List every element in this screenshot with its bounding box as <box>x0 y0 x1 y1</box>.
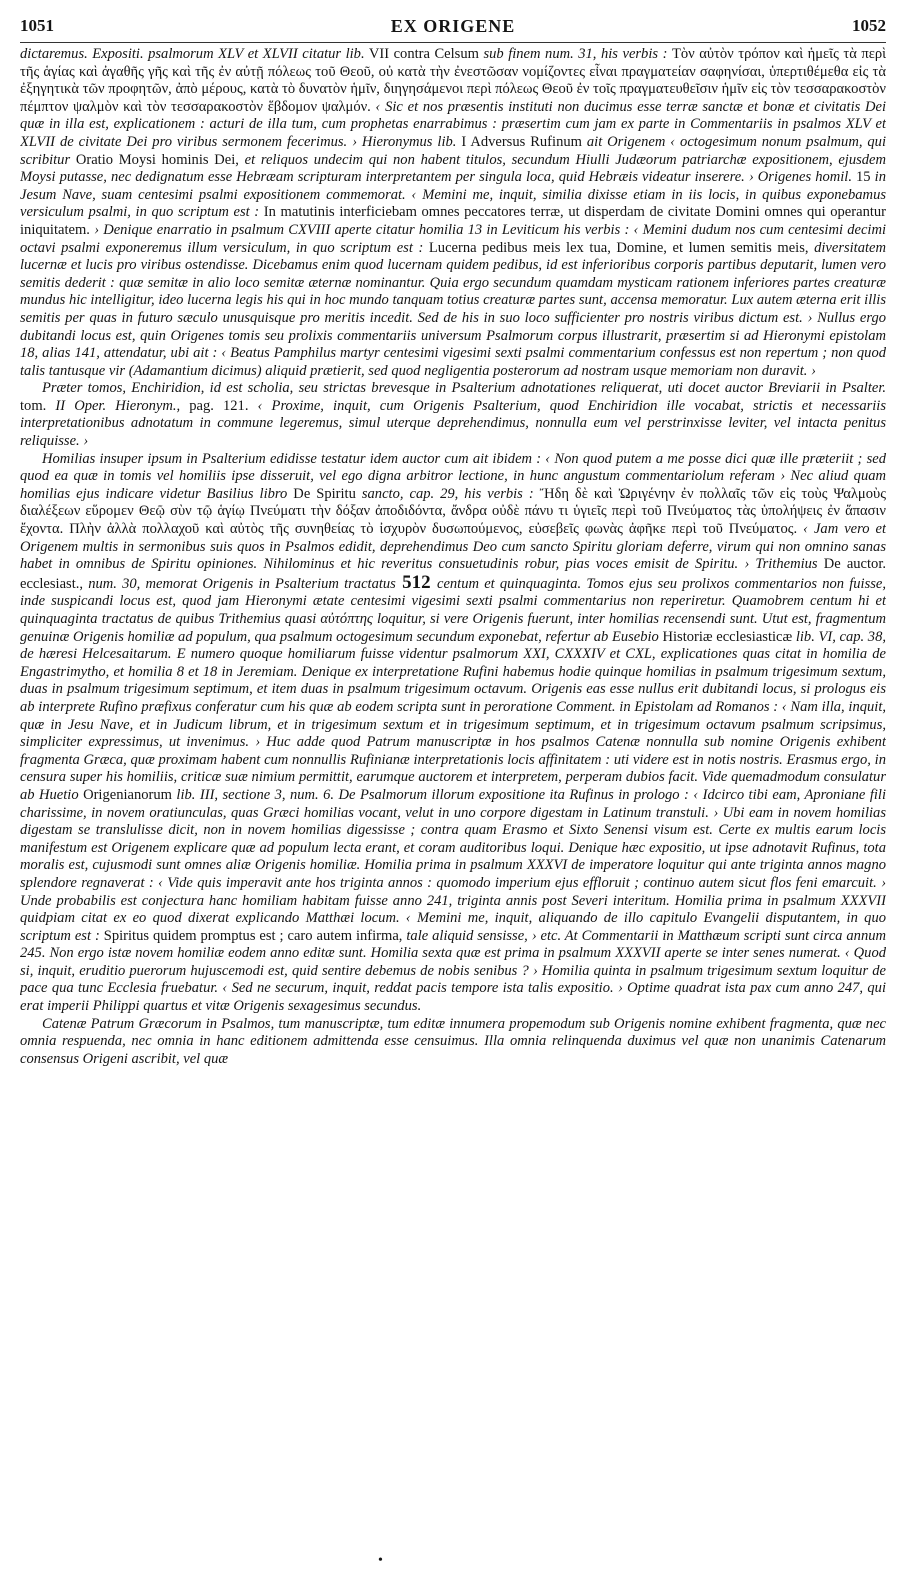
text-segment: Lucerna pedibus meis lex tua, Domine, et lumen semitis meis, <box>423 239 815 256</box>
footer-mark: • <box>378 1553 383 1568</box>
paragraph <box>20 1016 886 1069</box>
text-segment: ‹ Proxime, inquit, cum Origenis Psalterium, quod Enchiridion ille vocabat, strictis et necessariis interpretationibus adnotatum in commune legeremus, simul uterque deprehendimus, nonnulla eum vel perstrinxisse leviter, vel intacta penitus reliquisse. › <box>20 397 886 450</box>
text-segment: in Jesum Nave, suam centesimi psalmi expositionem commemorat. ‹ Memini me, inquit, similia dixisse etiam in iis locis, in quibus exponebamus versiculum psalmi, in quo scriptum est : <box>20 169 886 221</box>
text-segment: centum et quinquaginta. Tomos ejus seu prolixos commentarios non fuisse, inde suspicandi locus est, quod jam Hieronymi ætate centesimi vigesimi sexti psalmi commentarius non reperiretur. Quamobrem centum hi et quinquaginta tractatus de quibus Trithemius quasi αὐτόπτης loquitur, si vere Origenis fuerunt, inter homilias recensendi sunt. Utut est, fragmentum genuinæ Origenis homiliæ ad populum, qua psalmum octogesimum secundum exponebat, refertur ab Eusebio <box>20 575 886 645</box>
text-segment: I Adversus Rufinum <box>456 133 587 150</box>
running-title: EX ORIGENE <box>390 16 516 36</box>
text-segment: lib. III, sectione 3, num. 6. De Psalmorum illorum expositione ita Rufinus in prologo : ‹ Idcirco tibi eam, Aproniane fili charissime, in novem oratiunculas, quas Græci homilias vocant, velut in uno corpore digestam in Latinum transtuli. › Ubi eam in novem homilias digestam se translulisse dicit, non in novem homilias digessisse ; contra quam Erasmo et Sixto Senensi visum est. Certe ex multis earum locis manifestum est Origenem explicare quæ ad populum lecta erant, et coram auditoribus loqui. Denique hæc expositio, ut ipse adnotavit Rufinus, tota moralis est, cujusmodi sunt omnes aliæ Origenis homiliæ. Homilia prima in psalmum XXXVI de imperatore loquitur qui ante triginta annos magno splendore regnaverat : ‹ Vide quis imperavit ante hos triginta annos : quomodo imperium ejus effloruit ; continuo autem sicut flos feni emarcuit. › Unde probabilis est conjectura hanc homiliam habitam fuisse anno 241, triginta annis post Severi interitum. Homilia prima in psalmum XXXVII quidpiam citat ex eo quod dixerat explicando Matthæi locum. ‹ Memini me, inquit, aliquando de illo capitulo Evangelii disputantem, in quo scriptum est : <box>20 786 886 944</box>
text-segment: et reliquos undecim qui non habent titulos, secundum Hiulli Judæorum patriarchæ expositionem, ejusdem Moysi putasse, nec dedignatum esse Hebræam scripturam interpretantem per singula loca, quid Hebræis videatur inserere. › Origenes homil. <box>20 151 886 186</box>
text-segment: pag. 121. <box>180 397 258 414</box>
text-segment: Spiritus quidem promptus est ; caro autem infirma, <box>99 927 407 944</box>
text-segment: Historiæ ecclesiasticæ <box>658 628 796 645</box>
text-segment: Origenianorum <box>78 786 177 803</box>
text-segment: In matutinis interficiebam omnes peccatores terræ, ut disperdam de civitate Domini omnes qui operantur iniquitatem. <box>20 204 886 238</box>
text-segment: sancto, cap. 29, his verbis : <box>361 485 540 502</box>
text-segment: ait Origenem ‹ octogesimum nonum psalmum, qui scribitur <box>20 133 886 168</box>
text-segment: ‹ Jam vero et Origenem multis in sermonibus suis quos in Psalmos edidit, deprehendimus Deo cum sancto Spiritu gloriam deferre, virum qui non omnino sanas habet in omnibus de Spiritu opiniones. Nihilominus et hic reveritus consuetudinis robur, pias voces emisit de Spiritu. › Trithemius <box>20 521 886 573</box>
text-segment: VII contra Celsum <box>364 46 484 62</box>
text-segment: tom. <box>20 397 56 414</box>
text-segment: Τὸν αὐτὸν τρόπον καὶ ἡμεῖς τὰ περὶ τῆς ἁγίας καὶ ἀγαθῆς γῆς καὶ τῆς ἐν αὐτῇ πόλεως τοῦ Θεοῦ, οὐ κατὰ τὴν ἐνεστῶσαν νομίζοντες εἶναι πραγματείαν σαφηνίσαι, ὑπερτιθέμεθα εἰς τὰ ἐξηγητικὰ τῶν προφητῶν, ἀπὸ μέρους, κατὰ τὸ δυνατὸν ἡμῖν, διηγησάμενοι περὶ πόλεως Θεοῦ ἐν τοῖς πραγματευθεῖσιν ἡμῖν εἰς τὸν τεσσαρακοστὸν πέμπτον ψαλμὸν καὶ τὸν τεσσαρακοστὸν ἕβδομον ψαλμόν. <box>20 46 886 115</box>
text-segment: num. 30, memorat Origenis in Psalterium tractatus <box>88 575 396 592</box>
text-segment: sub finem num. 31, his verbis : <box>483 46 672 62</box>
column-number-right: 1052 <box>852 16 886 35</box>
text-segment: Præter tomos, Enchiridion, id est scholia, seu strictas brevesque in Psalterium adnotationes reliquerat, uti docet auctor Breviarii in Psalter. <box>42 380 886 397</box>
text-segment: tale aliquid sensisse, › etc. At Commentarii in Matthæum scripti sunt circa annum 245. Non ergo istæ novem homiliæ eodem anno editæ sunt. Homilia sexta quæ est prima in psalmum XXXVII aperte se inter senes numerat. ‹ Quod si, inquit, eruditio puerorum hujuscemodi est, quid sentire debemus de nobis senibus ? › Homilia quinta in psalmum trigesimum sextum loquitur de pace qua tunc Ecclesia fruebatur. ‹ Sed ne securum, inquit, reddat pacis tempore ista talis expositio. › Optime quadrat ista pax cum anno 247, qui erat imperii Philippi quartus et vitæ Origenis sexagesimus secundus. <box>20 927 886 1015</box>
text-segment: De Spiritu <box>287 485 362 502</box>
paragraph <box>20 380 886 450</box>
body-text <box>20 46 886 1558</box>
page-header <box>20 16 886 42</box>
paragraph <box>20 451 886 1016</box>
text-segment: Homilias insuper ipsum in Psalterium edidisse testatur idem auctor cum ait ibidem : ‹ Non quod putem a me posse dici quæ ille præteriit ; sed quod ea quæ in tomis vel homiliis ipse disseruit, vel ego digna arbitror lectione, in hunc angustum commentariolum referam › Nec aliud quam homilias ejus indicare videtur Basilius libro <box>20 450 886 502</box>
text-segment: diversitatem lucernæ et lucis pro viribus ostendisse. Dicebamus enim quod lucernam quidem pedibus, id est inferioribus corporis partibus deputarit, lumen vero semitis dederit : quæ semitæ in alio loco semitæ æternæ nominantur. Quia ergo secundum quamdam mysticam rationem inferiores partes creaturæ mundus hic intelligitur, ideo lucerna legis his qui in hoc mundo tanquam totius creaturæ partes sunt, accensa memoratur. Lux autem æterna erit illis semitis per quas in futuro sæculo unusquisque pro meritis incedit. Sed de his in suo loco sufficienter pro nostris viribus dictum est. › Nullus ergo dubitandi locus est, quin Origenes tomis seu prolixis commentariis universum Psalmorum corpus illustrarit, præsertim si ad Hieronymi epistolam 18, alias 141, attendatur, ubi ait : ‹ Beatus Pamphilus martyr centesimi vigesimi sexti psalmi commentarium confessus est non repertum ; non quod talis tantusque vir (Adamantium dicimus) aliquid prætierit, sed quod negligentia posterorum ad nostram usque memoriam non duravit. › <box>20 239 886 379</box>
text-segment: ‹ Sic et nos præsentis instituti non ducimus esse terræ sanctæ et bonæ et civitatis Dei quæ in illa est, explicationem : acturi de illa tum, cum prophetas enarrabimus : præsertim cum jam ex parte in Commentariis in psalmos XLV et XLVII de civitate Dei pro viribus sermonem fecerimus. › Hieronymus lib. <box>20 98 886 150</box>
text-segment: II Oper. Hieronym., <box>55 397 181 414</box>
text-segment: lib. VI, cap. 38, de hæresi Helcesaitarum. E numero quoque homiliarum fuisse videntur psalmorum XXI, CXXXIV et CXL, explicationes quas citat in homilia de Engastrimytho, et homilia 8 et 18 in Jeremiam. Denique ex interpretatione Rufini habemus hodie quinque homilias in psalmum trigesimum sextum, duas in psalmum trigesimum septimum, et item duas in psalmum trigesimum octavum. Origenis eas esse nullus erit dubitandi locus, si prologus eis ab interprete Rufino præfixus conferatur cum his quæ ab eodem scripta sunt in peroratione Comment. in Epistolam ad Romanos : ‹ Nam illa, inquit, quæ in Jesu Nave, et in Judicum librum, et in trigesimum sextum et in trigesimum septimum, et in trigesimum octavum psalmum scripsimus, simpliciter expressimus, ut invenimus. › Huc adde quod Patrum manuscriptæ in hos psalmos Catenæ nonnulla sub nomine Origenis exhibent fragmenta Græca, quæ proximam habent cum nonnullis Rufinianæ interpretationis locis affinitatem : uti videre est in notis nostris. Erasmus ergo, in censura super his homiliis, criticæ suæ nimium permittit, earumque auctorem et interpretem, perperam dubios facit. Vide quemadmodum consulatur ab Huetio <box>20 628 886 803</box>
text-segment: Oratio Moysi hominis Dei, <box>70 151 245 168</box>
header-rule <box>20 42 886 43</box>
text-segment: dictaremus. Expositi. psalmorum XLV et XLVII citatur lib. <box>20 46 365 62</box>
text-segment: 15 <box>851 169 875 186</box>
column-number-left: 1051 <box>20 16 54 35</box>
text-segment: › Denique enarratio in psalmum CXVIII aperte citatur homilia 13 in Leviticum his verbis : ‹ Memini dudum nos cum centesimi decimi octavi psalmi exponeremus illum versiculum, in quo scriptum est : <box>20 221 886 256</box>
text-segment: De auctor. ecclesiast., <box>20 556 886 592</box>
paragraph <box>20 46 886 380</box>
text-segment: Ἤδη δὲ καὶ Ὠριγένην ἐν πολλαῖς τῶν εἰς τοὺς Ψαλμοὺς διαλέξεων εὕρομεν Θεῷ σὺν τῷ ἁγίῳ Πνεύματι τὴν δόξαν ἀποδιδόντα, ἄνδρα οὐδὲ πάνυ τι ὑγιεῖς περὶ τοῦ Πνεύματος τὰς ὑπολήψεις ἐν ἅπασιν ἔχοντα. Πλὴν ἀλλὰ πολλαχοῦ καὶ αὐτὸς τῆς συνηθείας τὸ ἰσχυρὸν δυσωπούμενος, εὐσεβεῖς φωνὰς ἀφῆκε περὶ τοῦ Πνεύματος. <box>20 485 886 538</box>
column-marker: 512 <box>395 571 437 593</box>
text-segment: Catenæ Patrum Græcorum in Psalmos, tum manuscriptæ, tum editæ innumera propemodum sub Origenis nomine exhibent fragmenta, quæ nec omnia respuenda, nec omnia in hanc editionem admittenda esse censuimus. Illa omnia relinquenda duximus vel quæ non unanimis Catenarum consensus Origeni ascribit, vel quæ <box>20 1015 886 1067</box>
